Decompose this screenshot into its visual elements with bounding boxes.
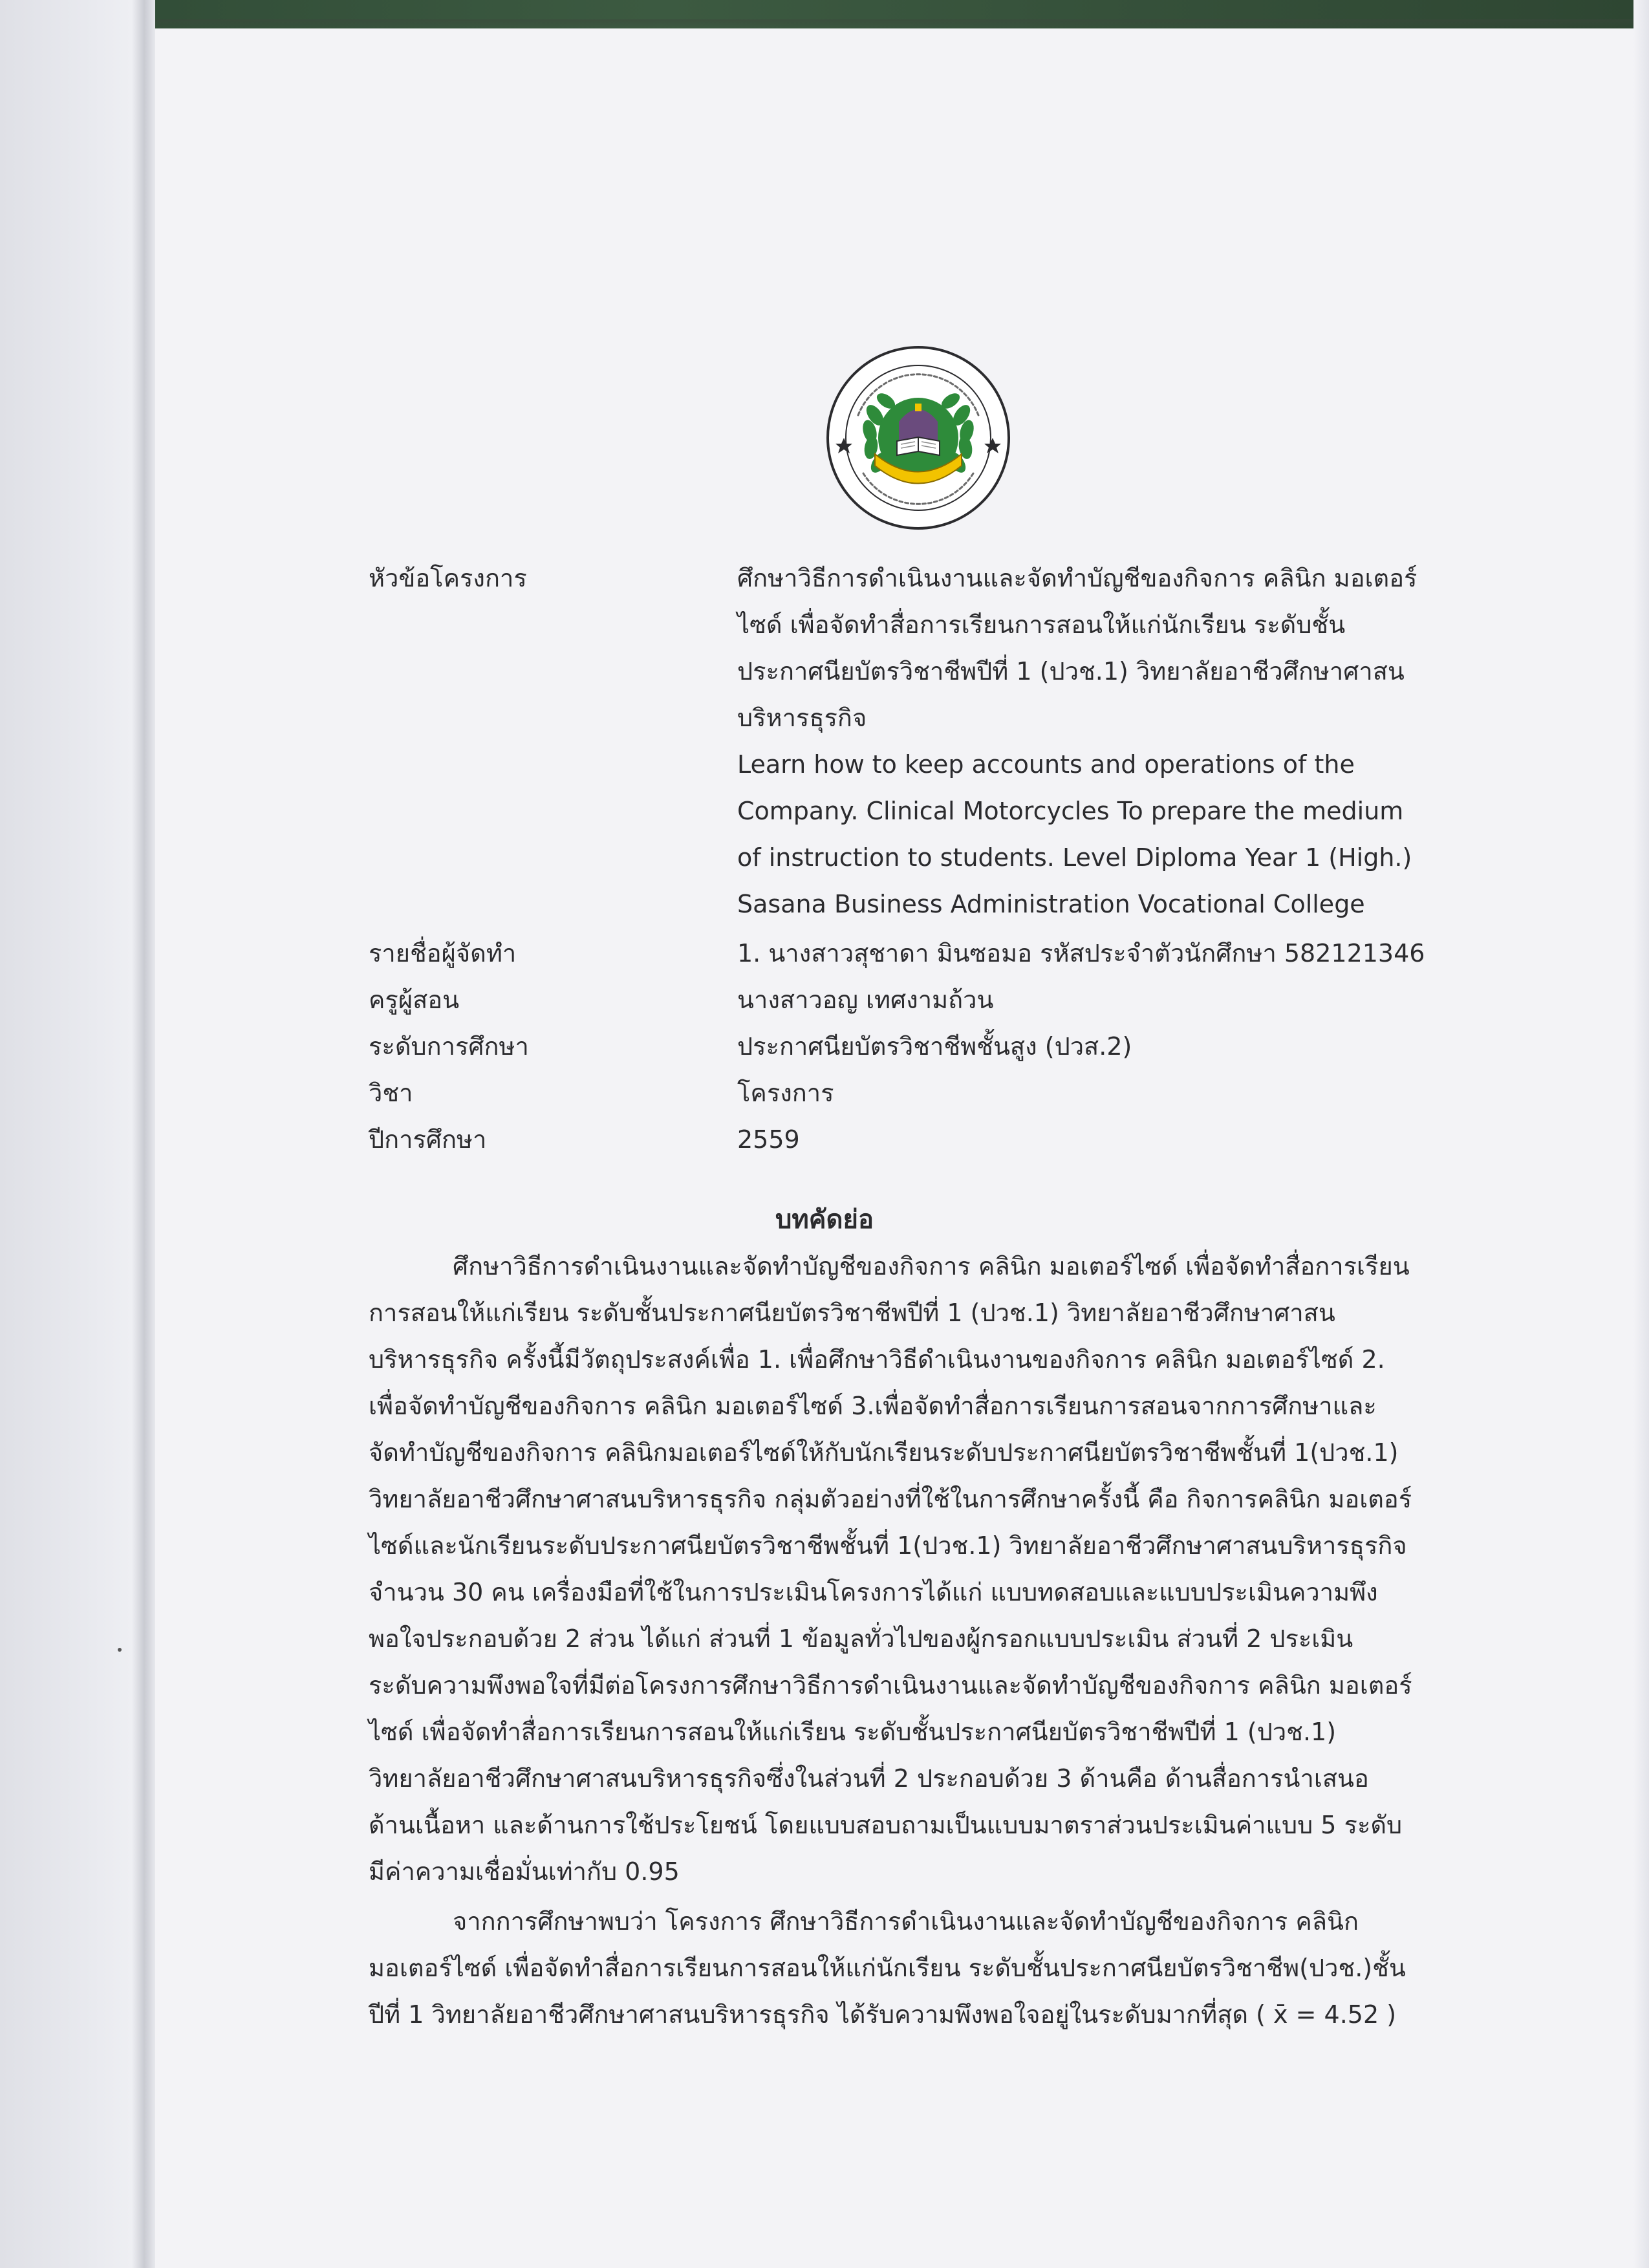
meta-label: วิชา [369,1079,413,1107]
meta-value-line: 2559 [737,1125,800,1154]
paragraph-line: มอเตอร์ไซด์ เพื่อจัดทำสื่อการเรียนการสอนให้แก่นักเรียน ระดับชั้นประกาศนียบัตรวิชาชีพ(ปวช.)ชั้น [369,1954,1406,1982]
meta-value-line: of instruction to students. Level Diploma Year 1 (High.) [737,843,1412,872]
paragraph-line: วิทยาลัยอาชีวศึกษาศาสนบริหารธุรกิจ กลุ่มตัวอย่างที่ใช้ในการศึกษาครั้งนี้ คือ กิจการคลินิก มอเตอร์ [369,1485,1412,1513]
paragraph-line: วิทยาลัยอาชีวศึกษาศาสนบริหารธุรกิจซึ่งในส่วนที่ 2 ประกอบด้วย 3 ด้านคือ ด้านสื่อการนำเสนอ [369,1764,1369,1793]
paragraph-line: ด้านเนื้อหา และด้านการใช้ประโยชน์ โดยแบบสอบถามเป็นแบบมาตราส่วนประเมินค่าแบบ 5 ระดับ [369,1811,1403,1839]
page-edge [1633,0,1649,2268]
scan-speck [118,1648,122,1652]
meta-label: ปีการศึกษา [369,1125,487,1154]
meta-value [737,1116,1461,1163]
abstract-paragraph-1 [369,1243,1445,1895]
meta-value-line: นางสาวอญ เทศงามถ้วน [737,986,994,1014]
paragraph-line: ระดับความพึงพอใจที่มีต่อโครงการศึกษาวิธีการดำเนินงานและจัดทำบัญชีของกิจการ คลินิก มอเตอร์ [369,1671,1412,1700]
paragraph-line: การสอนให้แก่เรียน ระดับชั้นประกาศนียบัตรวิชาชีพปีที่ 1 (ปวช.1) วิทยาลัยอาชีวศึกษาศาสน [369,1299,1335,1327]
paragraph-line: จำนวน 30 คน เครื่องมือที่ใช้ในการประเมินโครงการได้แก่ แบบทดสอบและแบบประเมินความพึง [369,1578,1378,1606]
abstract-paragraph-2 [369,1898,1445,2038]
paragraph-line: ปีที่ 1 วิทยาลัยอาชีวศึกษาศาสนบริหารธุรกิจ ได้รับความพึงพอใจอยู่ในระดับมากที่สุด ( x̄ = 4.52 ) [369,2000,1397,2029]
book-binding-band [0,0,1649,28]
abstract-title: บทคัดย่อ [775,1205,874,1235]
college-seal-icon [824,344,1012,532]
meta-label: ระดับการศึกษา [369,1032,529,1061]
meta-value-line: โครงการ [737,1079,834,1107]
meta-value [737,1070,1461,1116]
paragraph-line: ไซด์ เพื่อจัดทำสื่อการเรียนการสอนให้แก่เรียน ระดับชั้นประกาศนียบัตรวิชาชีพปีที่ 1 (ปวช.1) [369,1718,1337,1746]
meta-label: ครูผู้สอน [369,986,460,1014]
meta-value-line: Sasana Business Administration Vocational College [737,890,1365,918]
paragraph-line: ไซด์และนักเรียนระดับประกาศนียบัตรวิชาชีพชั้นที่ 1(ปวช.1) วิทยาลัยอาชีวศึกษาศาสนบริหารธุรกิจ [369,1531,1407,1560]
paragraph-line: พอใจประกอบด้วย 2 ส่วน ได้แก่ ส่วนที่ 1 ข้อมูลทั่วไปของผู้กรอกแบบประเมิน ส่วนที่ 2 ประเมิน [369,1625,1353,1653]
paragraph-line: ศึกษาวิธีการดำเนินงานและจัดทำบัญชีของกิจการ คลินิก มอเตอร์ไซด์ เพื่อจัดทำสื่อการเรียน [453,1252,1410,1280]
meta-value [737,1023,1461,1070]
meta-label: รายชื่อผู้จัดทำ [369,939,517,967]
meta-value-line: บริหารธุรกิจ [737,704,867,732]
paragraph-line: จากการศึกษาพบว่า โครงการ ศึกษาวิธีการดำเนินงานและจัดทำบัญชีของกิจการ คลินิก [453,1907,1359,1936]
meta-value-line: ประกาศนียบัตรวิชาชีพปีที่ 1 (ปวช.1) วิทยาลัยอาชีวศึกษาศาสน [737,657,1405,686]
meta-label: หัวข้อโครงการ [369,564,527,592]
meta-value [737,977,1461,1023]
paragraph-line: จัดทำบัญชีของกิจการ คลินิกมอเตอร์ไซด์ให้กับนักเรียนระดับประกาศนียบัตรวิชาชีพชั้นที่ 1(ปวช.1) [369,1438,1399,1467]
meta-value-line: 1. นางสาวสุชาดา มินซอมอ รหัสประจำตัวนักศึกษา 582121346 [737,939,1425,967]
paragraph-line: มีค่าความเชื่อมั่นเท่ากับ 0.95 [369,1857,680,1886]
paragraph-line: บริหารธุรกิจ ครั้งนี้มีวัตถุประสงค์เพื่อ 1. เพื่อศึกษาวิธีดำเนินงานของกิจการ คลินิก มอเตอร์ไซด์ 2. [369,1345,1385,1374]
meta-value [737,555,1461,927]
meta-value-line: ประกาศนียบัตรวิชาชีพชั้นสูง (ปวส.2) [737,1032,1132,1061]
meta-value [737,930,1461,977]
paragraph-line: เพื่อจัดทำบัญชีของกิจการ คลินิก มอเตอร์ไซด์ 3.เพื่อจัดทำสื่อการเรียนการสอนจากการศึกษาและ [369,1392,1377,1420]
meta-value-line: ไซด์ เพื่อจัดทำสื่อการเรียนการสอนให้แก่นักเรียน ระดับชั้น [737,610,1346,639]
meta-value-line: ศึกษาวิธีการดำเนินงานและจัดทำบัญชีของกิจการ คลินิก มอเตอร์ [737,564,1417,592]
page-spine-shadow [0,0,155,2268]
meta-value-line: Learn how to keep accounts and operations of the [737,750,1355,779]
meta-value-line: Company. Clinical Motorcycles To prepare the medium [737,797,1404,825]
